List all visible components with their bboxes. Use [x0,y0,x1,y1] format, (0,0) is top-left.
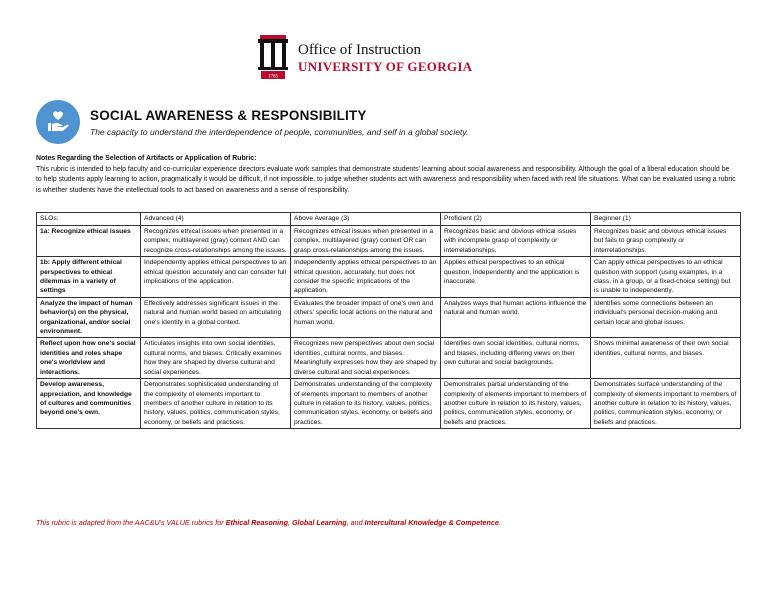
header-slos: SLOs: [37,213,141,226]
proficient-cell: Identifies own social identities, cultural norms, and biases, including differing views on their own cultural and social backgrounds. [441,338,591,379]
above-average-cell: Recognizes ethical issues when presented in a complex, multilayered (gray) context OR can grasp cross-relationships among the issues. [291,226,441,257]
advanced-cell: Articulates insights into own social identities, cultural norms, and biases. Critically examines how they are shaped by diverse cultural and social experiences. [141,338,291,379]
beginner-cell: Shows minimal awareness of their own social identities, cultural norms, and biases. [591,338,741,379]
seal-year: 1785 [268,74,278,80]
advanced-cell: Demonstrates sophisticated understanding of the complexity of elements important to members of another culture in relation to its history, values, politics, communication styles, economy, or beliefs and practices. [141,379,291,429]
notes-section [36,154,736,196]
header-proficient: Proficient (2) [441,213,591,226]
beginner-cell: Identifies some connections between an individual's personal decision-making and certain local and global issues. [591,297,741,338]
slo-cell: 1a: Recognize ethical issues [37,226,141,257]
footer-rubric-ethical: Ethical Reasoning [225,518,288,527]
table-row [37,379,741,429]
table-row [37,338,741,379]
proficient-cell: Demonstrates partial understanding of the complexity of elements important to members of another culture in relation to its history, values, politics, communication styles, economy, or beliefs and practices. [441,379,591,429]
beginner-cell: Demonstrates surface understanding of the complexity of elements important to members of another culture in relation to its history, values, politics, communication styles, economy, or beliefs and practices. [591,379,741,429]
advanced-cell: Effectively addresses significant issues in the natural and human world based on articulating one's identity in a global context. [141,297,291,338]
above-average-cell: Demonstrates understanding of the complexity of elements important to members of another culture in relation to its history, values, politics, communication styles, economy, or beliefs and practices. [291,379,441,429]
uga-arch-logo [258,35,288,81]
beginner-cell: Recognizes basic and obvious ethical issues but fails to grasp complexity or interrelationships. [591,226,741,257]
footer-rubric-global: Global Learning [291,518,347,527]
rubric-title-block [36,100,468,144]
beginner-cell: Can apply ethical perspectives to an ethical question with support (using examples, in a class, in a group, or a fixed-choice setting) but is unable to independently. [591,257,741,298]
page-title: SOCIAL AWARENESS & RESPONSIBILITY [90,108,367,123]
table-header-row [37,213,741,226]
slo-cell: 1b: Apply different ethical perspectives to ethical dilemmas in a variety of settings [37,257,141,298]
proficient-cell: Recognizes basic and obvious ethical issues with incomplete grasp of complexity or interrelationships. [441,226,591,257]
rubric-table [36,212,741,429]
table-row [37,257,741,298]
notes-body: This rubric is intended to help faculty and co-curricular experience directors evaluate work samples that demonstrate students' learning about social awareness and responsibility. Although the goal of a liberal education should be to help students apply learning to action, pragmatically it would be difficult, if not impossible, to judge whether students act with awareness and responsibility when faced with real life situations. What can be evaluated using a rubric is whether students have the intellectual tools to act based on awareness and a sense of responsibility. [36,165,736,194]
above-average-cell: Evaluates the broader impact of one's own and others' specific local actions on the natural and human world. [291,297,441,338]
page-header [258,30,472,86]
above-average-cell: Recognizes new perspectives about own social identities, cultural norms, and biases. Meaningfully expresses how they are shaped by diverse cultural and social experiences. [291,338,441,379]
proficient-cell: Analyzes ways that human actions influence the natural and human world. [441,297,591,338]
above-average-cell: Independently applies ethical perspectives to an ethical question, accurately, but does not consider the specific implications of the application. [291,257,441,298]
advanced-cell: Independently applies ethical perspectives to an ethical question accurately and can consider full implications of the application. [141,257,291,298]
notes-heading: Notes Regarding the Selection of Artifacts or Application of Rubric: [36,155,257,162]
table-row [37,297,741,338]
university-name: UNIVERSITY OF GEORGIA [298,59,473,74]
header-beginner: Beginner (1) [591,213,741,226]
table-row [37,226,741,257]
slo-cell: Reflect upon how one's social identities and roles shape one's worldview and interactions. [37,338,141,379]
advanced-cell: Recognizes ethical issues when presented in a complex, multilayered (gray) context AND can recognize cross-relationships among the issues. [141,226,291,257]
page-subtitle: The capacity to understand the interdependence of people, communities, and self in a global society. [90,127,469,137]
proficient-cell: Applies ethical perspectives to an ethical question, independently and the application is inaccurate. [441,257,591,298]
slo-cell: Analyze the impact of human behavior(s) on the physical, organizational, and/or social environment. [37,297,141,338]
header-above-average: Above Average (3) [291,213,441,226]
hand-heart-icon [36,100,80,144]
footer-attribution: This rubric is adapted from the AAC&U's VALUE rubrics for Ethical Reasoning, Global Learning, and Intercultural Knowledge & Competence. [36,518,501,527]
slo-cell: Develop awareness, appreciation, and knowledge of cultures and communities beyond one's own. [37,379,141,429]
header-advanced: Advanced (4) [141,213,291,226]
footer-rubric-intercultural: Intercultural Knowledge & Competence [364,518,499,527]
office-title: Office of Instruction [298,42,422,58]
